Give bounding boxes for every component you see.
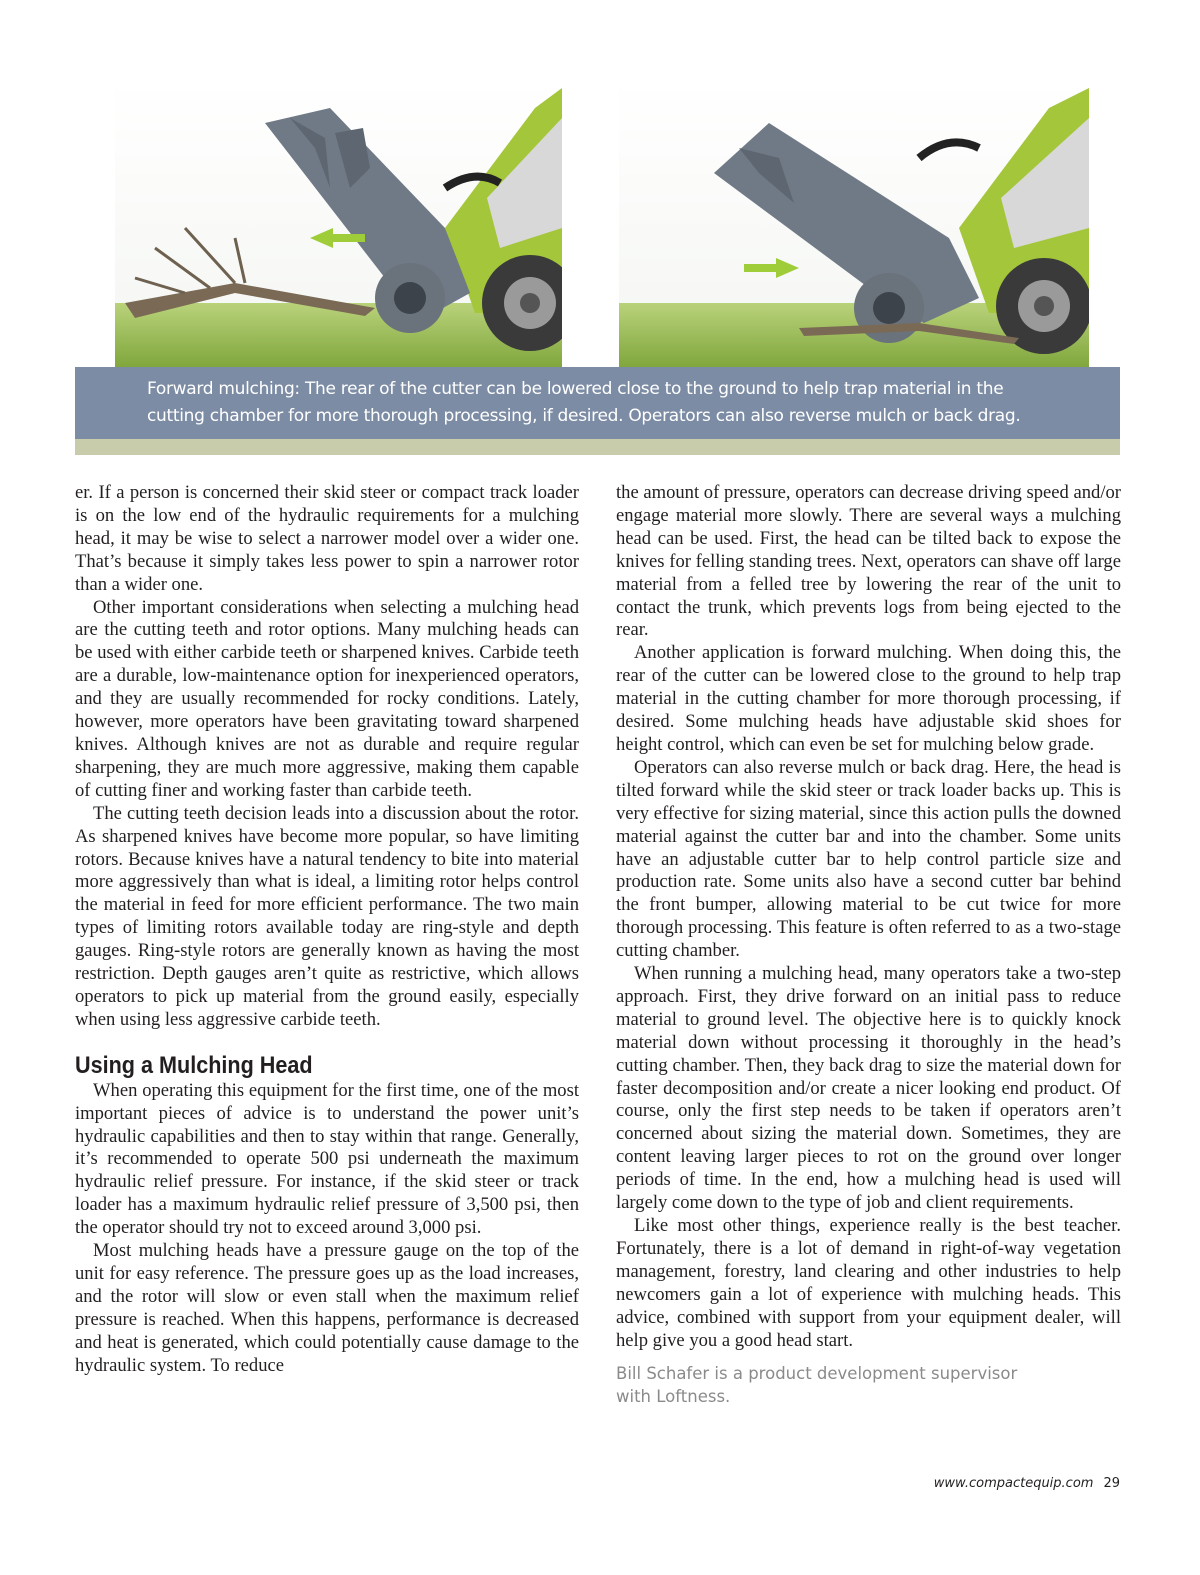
- page-number: 29: [1103, 1476, 1120, 1491]
- illustration-back-drag: [115, 78, 562, 368]
- paragraph: Other important considerations when selecting a mulching head are the cutting teeth and rotor options. Many mulching heads can be used with either carbide teeth or sharpened knives. Carbide teeth are a durable, low-maintenance option for inexperienced operators, and they are usually recommended for rocky conditions. Lately, however, more operators have been gravitating toward sharpened knives. Although knives are not as durable and require regular sharpening, they are much more aggressive, making them capable of cutting finer and working faster than carbide teeth.: [75, 596, 579, 801]
- paragraph: When running a mulching head, many operators take a two-step approach. First, they drive forward on an initial pass to reduce material to ground level. The objective here is to quickly knock material down without processing it thoroughly in the head’s cutting chamber. Then, they back drag to size the material down for faster decomposition and/or create a nicer looking end product. Of course, only the first step needs to be taken if operators aren’t concerned about sizing the material down. Sometimes, they are content leaving larger pieces to rot on the ground over longer periods of time. In the end, how a mulching head is used will largely come down to the type of job and client requirements.: [616, 963, 1121, 1214]
- article-column-left: [75, 482, 579, 1378]
- caption-line: Forward mulching: The rear of the cutter can be lowered close to the ground to help trap material in the: [147, 379, 1004, 399]
- paragraph: When operating this equipment for the first time, one of the most important pieces of advice is to understand the power unit’s hydraulic capabilities and then to stay within that range. Generally, it’s recommended to operate 500 psi underneath the maximum hydraulic relief pressure. For instance, if the skid steer or track loader has a maximum hydraulic relief pressure of 3,500 psi, then the operator should try not to exceed around 3,000 psi.: [75, 1079, 579, 1239]
- caption-line: cutting chamber for more thorough processing, if desired. Operators can also reverse mulch or back drag.: [147, 406, 1021, 426]
- footer-url[interactable]: www.compactequip.com: [933, 1476, 1094, 1491]
- paragraph: Another application is forward mulching. When doing this, the rear of the cutter can be lowered close to the ground to help trap material in the cutting chamber for more thorough processing, if desired. Some mulching heads have adjustable skid shoes for height control, which can even be set for mulching below grade.: [616, 642, 1121, 755]
- paragraph: Like most other things, experience really is the best teacher. Fortunately, there is a lot of demand in right-of-way vegetation management, forestry, land clearing and other industries to help newcomers gain a lot of experience with mulching heads. This advice, combined with support from your equipment dealer, will help give you a good head start.: [616, 1215, 1121, 1351]
- byline-line: with Loftness.: [616, 1387, 731, 1407]
- figure-caption: [147, 376, 1107, 430]
- author-byline: [616, 1362, 1121, 1408]
- paragraph: Operators can also reverse mulch or back drag. Here, the head is tilted forward while the skid steer or track loader backs up. This is very effective for sizing material, since this action pulls the downed material against the cutter bar and into the chamber. Some units have an adjustable cutter bar to help control particle size and production rate. Some units also have a second cutter bar behind the front bumper, allowing material to be cut twice for more thorough processing. This feature is often referred to as a two-stage cutting chamber.: [616, 756, 1121, 962]
- paragraph: the amount of pressure, operators can decrease driving speed and/or engage material more slowly. There are several ways a mulching head can be used. First, the head can be tilted back to expose the knives for felling standing trees. Next, operators can shave off large material from a felled tree by lowering the rear of the unit to contact the trunk, which prevents logs from being ejected to the rear.: [616, 482, 1121, 641]
- page-footer: [934, 1476, 1120, 1491]
- paragraph: The cutting teeth decision leads into a discussion about the rotor. As sharpened knives have become more popular, so have limiting rotors. Because knives have a natural tendency to bite into material more aggressively than what is ideal, a limiting rotor helps control the material in feed for more efficient performance. The two main types of limiting rotors available today are ring-style and depth gauges. Ring-style rotors are generally known as having the most restriction. Depth gauges aren’t quite as restrictive, which allows operators to pick up material from the ground easily, especially when using less aggressive carbide teeth.: [75, 802, 579, 1030]
- caption-stripe: [75, 439, 1120, 455]
- section-heading: Using a Mulching Head: [75, 1051, 313, 1079]
- illustration-forward-mulching: [619, 78, 1089, 368]
- paragraph: er. If a person is concerned their skid steer or compact track loader is on the low end of the hydraulic requirements for a mulching head, it may be wise to select a narrower model over a wider one. That’s because it simply takes less power to spin a narrower rotor than a wider one.: [75, 482, 579, 595]
- article-column-right: [616, 482, 1121, 1408]
- byline-line: Bill Schafer is a product development supervisor: [616, 1364, 1018, 1384]
- paragraph: Most mulching heads have a pressure gauge on the top of the unit for easy reference. The pressure goes up as the load increases, and the rotor will slow or even stall when the maximum relief pressure is reached. When this happens, performance is decreased and heat is generated, which could potentially cause damage to the hydraulic system. To reduce: [75, 1240, 579, 1376]
